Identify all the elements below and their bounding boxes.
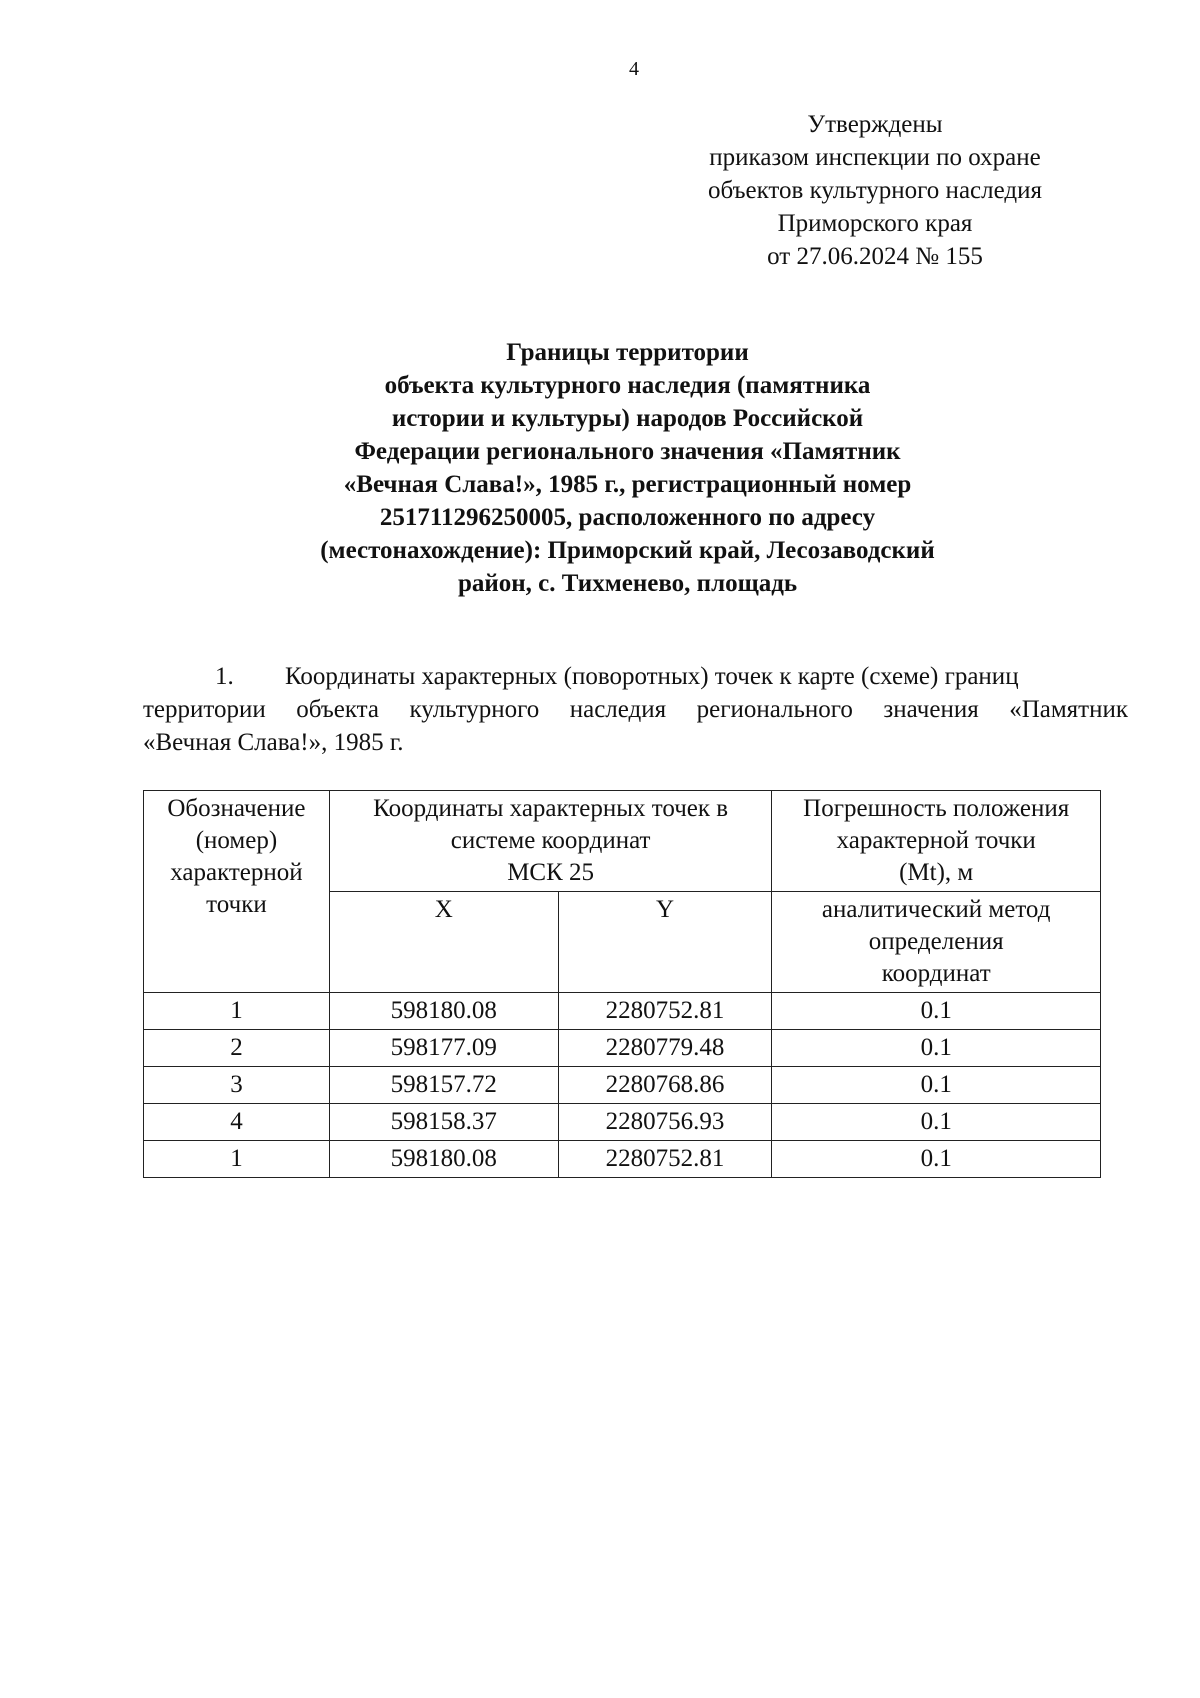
cell-error: 0.1 bbox=[772, 1067, 1101, 1104]
page-number: 4 bbox=[629, 58, 639, 80]
cell-error: 0.1 bbox=[772, 1030, 1101, 1067]
title-line: район, с. Тихменево, площадь bbox=[457, 570, 798, 597]
title-line: Федерации регионального значения «Памятник bbox=[354, 438, 901, 465]
cell-x: 598177.09 bbox=[329, 1030, 558, 1067]
header-y: Y bbox=[558, 892, 772, 993]
cell-point: 2 bbox=[144, 1030, 330, 1067]
cell-point: 3 bbox=[144, 1067, 330, 1104]
table-header-row bbox=[144, 791, 1101, 892]
header-point-designation: Обозначение (номер) характерной точки bbox=[144, 791, 330, 993]
approval-line: от 27.06.2024 № 155 bbox=[767, 243, 983, 270]
approval-line: приказом инспекции по охране bbox=[709, 144, 1041, 171]
table-row bbox=[144, 1067, 1101, 1104]
table-row bbox=[144, 993, 1101, 1030]
title-line: (местонахождение): Приморский край, Лесозаводский bbox=[320, 537, 935, 564]
approval-block bbox=[660, 108, 1090, 273]
cell-error: 0.1 bbox=[772, 1104, 1101, 1141]
header-x: X bbox=[329, 892, 558, 993]
header-coordinates: Координаты характерных точек в системе координат МСК 25 bbox=[329, 791, 771, 892]
table-row bbox=[144, 1104, 1101, 1141]
cell-point: 1 bbox=[144, 993, 330, 1030]
paragraph-text: Координаты характерных (поворотных) точек к карте (схеме) границ bbox=[285, 663, 1019, 690]
coordinates-table bbox=[143, 790, 1101, 1178]
paragraph-number: 1. bbox=[215, 663, 234, 690]
title-line: истории и культуры) народов Российской bbox=[391, 405, 864, 432]
cell-x: 598180.08 bbox=[329, 1141, 558, 1178]
cell-y: 2280779.48 bbox=[558, 1030, 772, 1067]
cell-y: 2280752.81 bbox=[558, 993, 772, 1030]
paragraph-line: «Вечная Слава!», 1985 г. bbox=[143, 729, 404, 756]
paragraph-line bbox=[143, 660, 1128, 693]
cell-point: 1 bbox=[144, 1141, 330, 1178]
header-error: Погрешность положения характерной точки (Mt), м bbox=[772, 791, 1101, 892]
cell-y: 2280768.86 bbox=[558, 1067, 772, 1104]
table-row bbox=[144, 1030, 1101, 1067]
approval-line: Утверждены bbox=[807, 111, 943, 138]
title-line: Границы территории bbox=[506, 339, 749, 366]
header-method: аналитический метод определения координат bbox=[772, 892, 1101, 993]
document-title bbox=[140, 336, 1115, 600]
paragraph-line: территории объекта культурного наследия регионального значения «Памятник bbox=[143, 696, 1128, 723]
title-line: «Вечная Слава!», 1985 г., регистрационный номер bbox=[343, 471, 912, 498]
cell-x: 598157.72 bbox=[329, 1067, 558, 1104]
cell-error: 0.1 bbox=[772, 993, 1101, 1030]
cell-y: 2280752.81 bbox=[558, 1141, 772, 1178]
approval-line: объектов культурного наследия bbox=[708, 177, 1042, 204]
cell-x: 598158.37 bbox=[329, 1104, 558, 1141]
table-row bbox=[144, 1141, 1101, 1178]
approval-line: Приморского края bbox=[777, 210, 973, 237]
cell-x: 598180.08 bbox=[329, 993, 558, 1030]
cell-y: 2280756.93 bbox=[558, 1104, 772, 1141]
cell-error: 0.1 bbox=[772, 1141, 1101, 1178]
body-paragraph bbox=[143, 660, 1128, 759]
title-line: объекта культурного наследия (памятника bbox=[384, 372, 871, 399]
cell-point: 4 bbox=[144, 1104, 330, 1141]
title-line: 251711296250005, расположенного по адресу bbox=[379, 504, 876, 531]
